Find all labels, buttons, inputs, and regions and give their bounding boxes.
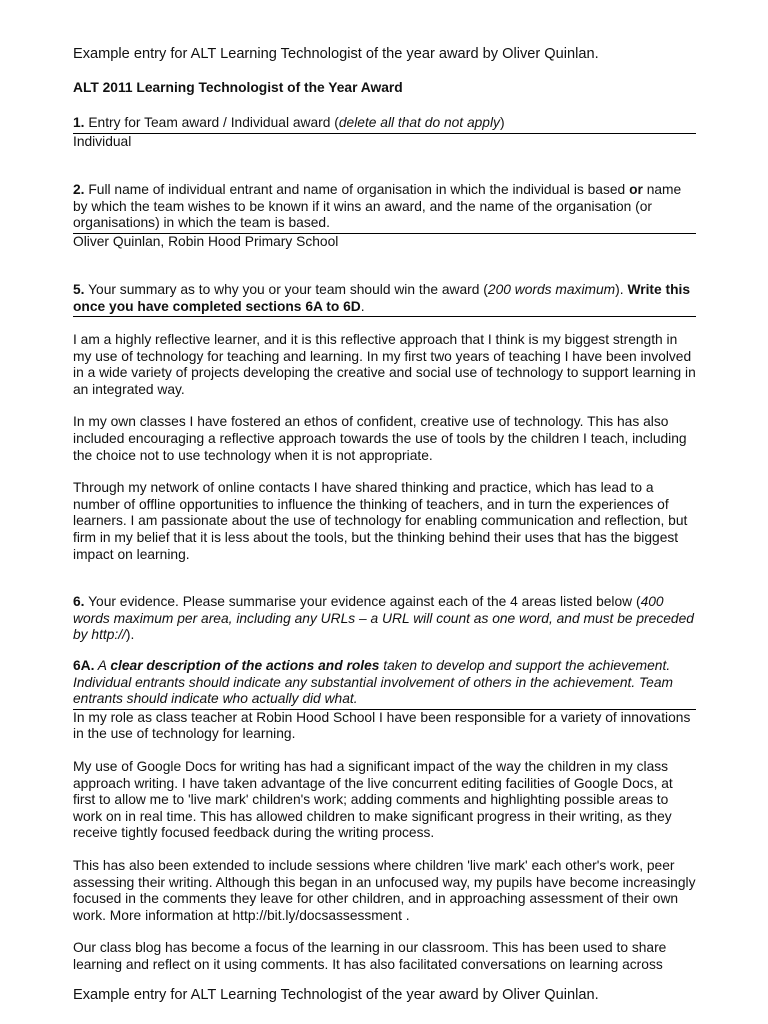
question-6a-italic-1: A [94,658,111,673]
summary-paragraph-2: In my own classes I have fostered an ethos of confident, creative use of technology. This has also included encouraging a reflective approach towards the use of tools by the children I teach, including the choice not to use technology when it is not appropriate. [73,414,687,463]
question-6-text: Your evidence. Please summarise your evidence against each of the 4 areas listed below ( [84,594,641,609]
question-6a-bold-italic: clear description of the actions and roles [110,658,380,673]
question-6a-number: 6A. [73,658,95,673]
summary-paragraph-3: Through my network of online contacts I have shared thinking and practice, which has lead to a number of offline opportunities to influence the thinking of teachers, and in turn the experiences of learners. I am passionate about the use of technology for enabling communication and reflection, but firm in my belief that it is less about the tools, but the thinking behind their uses that has the biggest impact on learning. [73,480,688,562]
question-5-prompt [73,282,696,317]
question-2-number: 2. [73,182,85,197]
evidence-paragraph-2: My use of Google Docs for writing has had a significant impact of the way the children in my class approach writing. I have taken advantage of the live concurrent editing facilities of Google Docs, at first to allow me to 'live mark' children's work; adding comments and highlighting possible areas to work on in real time. This has allowed children to make significant progress in their writing, as they receive tightly focused feedback during the writing process. [73,758,673,841]
question-5-text-2: ). [615,282,628,297]
question-2-answer: Oliver Quinlan, Robin Hood Primary School [73,233,339,249]
question-1-answer: Individual [73,133,132,149]
summary-section [73,332,696,563]
document-title: ALT 2011 Learning Technologist of the Year Award [73,80,403,95]
page-footer: Example entry for ALT Learning Technologist of the year award by Oliver Quinlan. [73,987,599,1003]
question-1-italic: delete all that do not apply [338,115,500,130]
question-5-text: Your summary as to why you or your team should win the award ( [84,282,488,297]
question-5-bold: Write this once you have completed sections 6A to 6D [73,282,691,314]
question-1-close: ) [499,115,505,130]
question-6 [73,594,696,644]
question-6a [73,658,696,974]
evidence-paragraph-3: This has also been extended to include sessions where children 'live mark' each other's work, peer assessing their writing. Although this began in an unfocused way, my pupils have become increasingly focused in the comments they leave for other children, and in approaching assessment of their own work. More information at http://bit.ly/docsassessment . [73,857,696,923]
question-2 [73,182,696,250]
question-5-end: . [360,298,365,314]
question-2-text: Full name of individual entrant and name of organisation in which the individual is based [84,182,630,197]
question-6a-italic-2: taken to develop and support the achievement. Individual entrants should indicate any substantial involvement of others in the achievement. Team entrants should indicate who actually did what. [73,658,674,707]
question-1-number: 1. [73,115,85,130]
question-5-italic: 200 words maximum [487,282,616,297]
question-2-prompt [73,182,696,234]
question-1-prompt [73,115,696,134]
question-5-number: 5. [73,282,85,297]
summary-paragraph-1: I am a highly reflective learner, and it is this reflective approach that I think is my biggest strength in my use of technology for teaching and learning. In my first two years of teaching I have been involved in a wide variety of projects developing the creative and social use of technology to support learning in an integrated way. [73,332,696,397]
question-6-number: 6. [73,594,85,609]
question-2-or: or [629,182,643,197]
question-6-end: ). [125,627,135,643]
evidence-paragraph-1: In my role as class teacher at Robin Hood School I have been responsible for a variety of innovations in the use of technology for learning. [73,709,691,742]
question-1 [73,115,696,150]
page-header: Example entry for ALT Learning Technologist of the year award by Oliver Quinlan. [73,46,599,62]
question-6-italic: 400 words maximum per area, including any URLs – a URL will count as one word, and must be preceded by http:// [73,594,694,643]
question-6-prompt [73,594,696,644]
question-5 [73,282,696,317]
question-6a-prompt [73,658,696,710]
question-1-text: Entry for Team award / Individual award ( [84,115,339,130]
question-2-text-2: name by which the team wishes to be known if it wins an award, and the name of the organisation (or organisations) in which the team is based. [73,182,682,231]
evidence-paragraph-4: Our class blog has become a focus of the learning in our classroom. This has been used to share learning and reflect on it using comments. It has also facilitated conversations on learning across [73,940,667,972]
